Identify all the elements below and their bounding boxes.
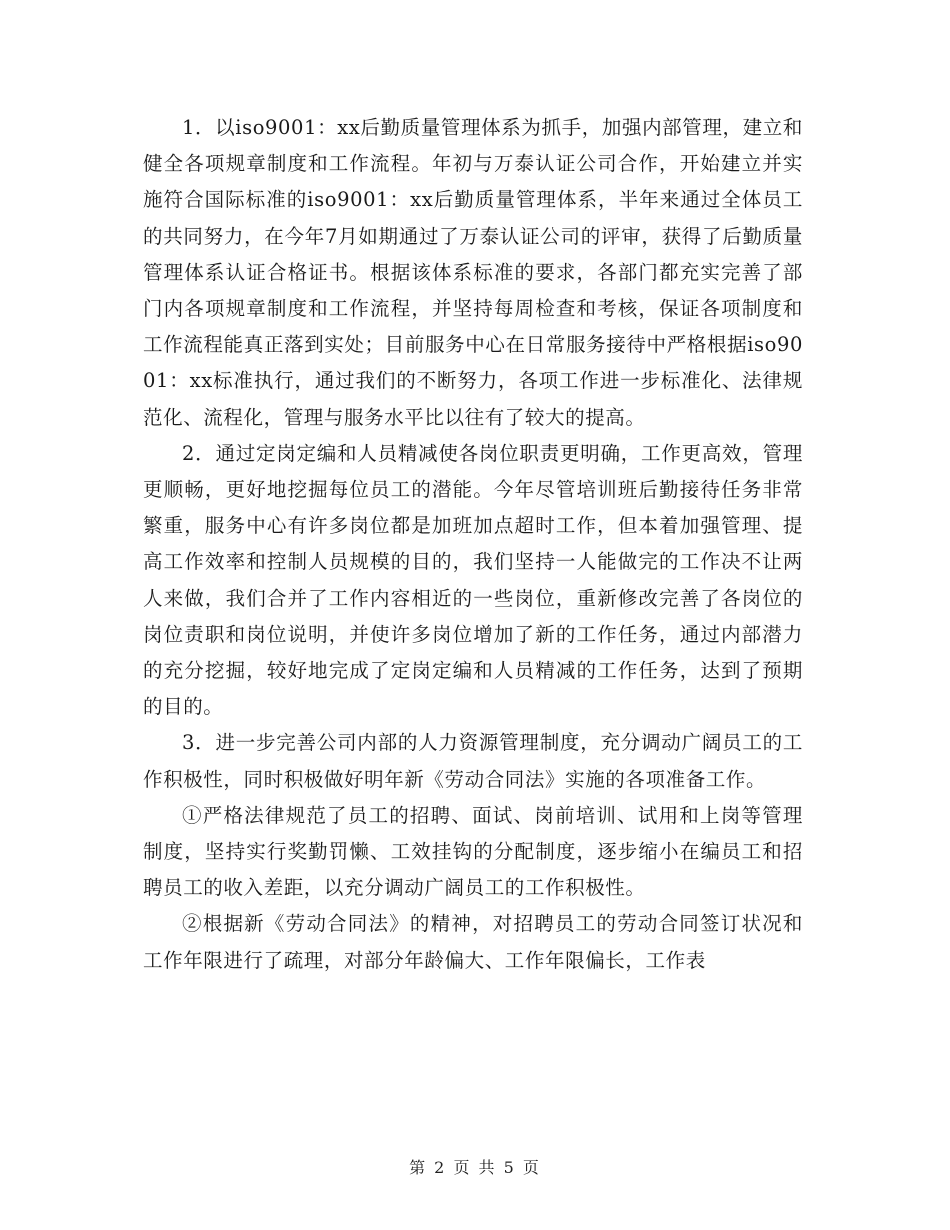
page-number-footer: 第 2 页 共 5 页: [409, 1158, 541, 1177]
paragraph-1: 1．以iso9001：xx后勤质量管理体系为抓手，加强内部管理，建立和健全各项规章制度和工作流程。年初与万泰认证公司合作，开始建立并实施符合国际标准的iso9001：xx后勤质量管理体系，半年来通过全体员工的共同努力，在今年7月如期通过了万泰认证公司的评审，获得了后勤质量管理体系认证合格证书。根据该体系标准的要求，各部门都充实完善了部门内各项规章制度和工作流程，并坚持每周检查和考核，保证各项制度和工作流程能真正落到实处；目前服务中心在日常服务接待中严格根据iso9001：xx标准执行，通过我们的不断努力，各项工作进一步标准化、法律规范化、流程化，管理与服务水平比以往有了较大的提高。: [143, 116, 803, 429]
paragraph-2: 2．通过定岗定编和人员精减使各岗位职责更明确，工作更高效，管理更顺畅，更好地挖掘每位员工的潜能。今年尽管培训班后勤接待任务非常繁重，服务中心有许多岗位都是加班加点超时工作，但本着加强管理、提高工作效率和控制人员规模的目的，我们坚持一人能做完的工作决不让两人来做，我们合并了工作内容相近的一些岗位，重新修改完善了各岗位的岗位责职和岗位说明，并使许多岗位增加了新的工作任务，通过内部潜力的充分挖掘，较好地完成了定岗定编和人员精减的工作任务，达到了预期的目的。: [143, 441, 803, 719]
paragraph-3: 3．进一步完善公司内部的人力资源管理制度，充分调动广阔员工的工作积极性，同时积极做好明年新《劳动合同法》实施的各项准备工作。: [143, 731, 803, 791]
paragraph-4: ①严格法律规范了员工的招聘、面试、岗前培训、试用和上岗等管理制度，坚持实行奖勤罚懒、工效挂钩的分配制度，逐步缩小在编员工和招聘员工的收入差距，以充分调动广阔员工的工作积极性。: [143, 803, 803, 900]
paragraph-5: ②根据新《劳动合同法》的精神，对招聘员工的劳动合同签订状况和工作年限进行了疏理，对部分年龄偏大、工作年限偏长，工作表: [143, 912, 803, 972]
document-body: [143, 110, 803, 979]
